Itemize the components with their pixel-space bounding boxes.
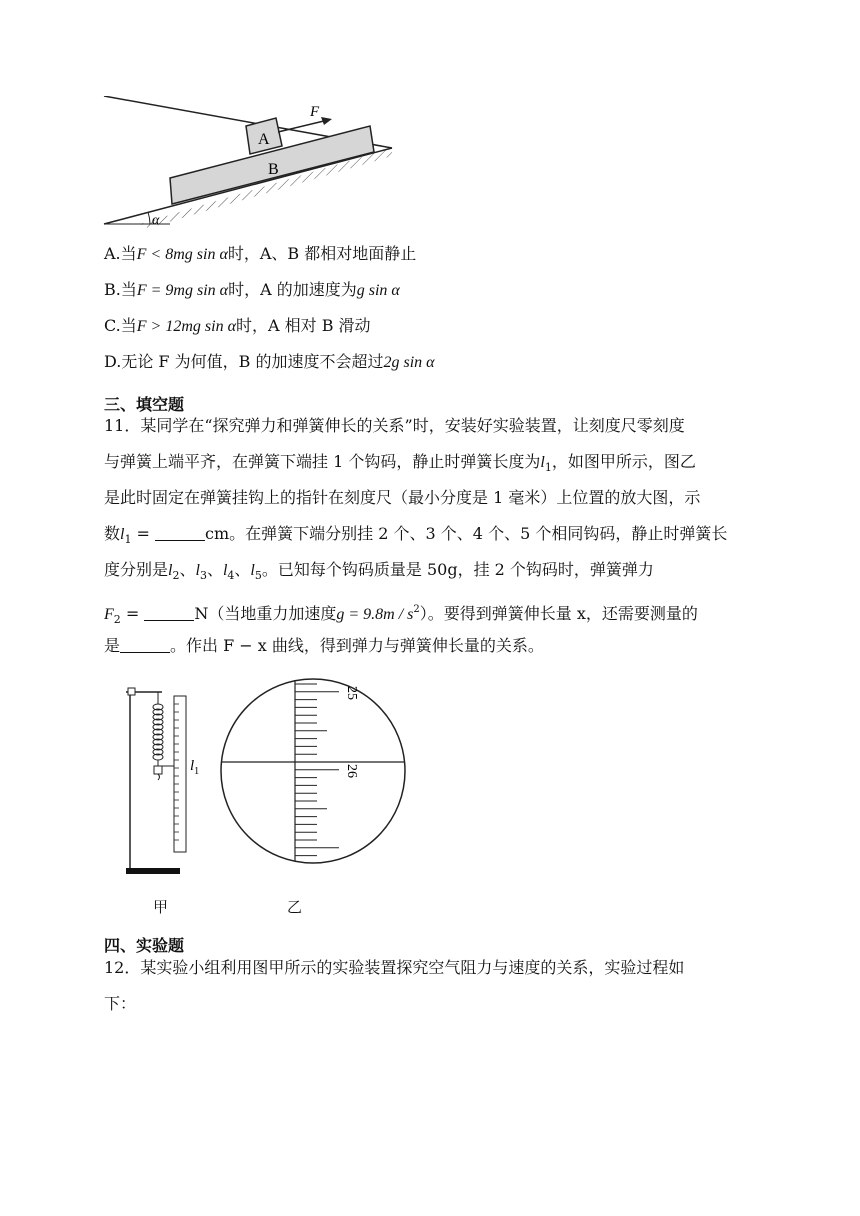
block-a-label: A: [258, 131, 270, 148]
q11-line-1: 11．某同学在“探究弹力和弹簧伸长的关系”时，安装好实验装置，让刻度尺零刻度: [104, 416, 685, 435]
ruler-magnified-figure: [218, 676, 408, 866]
block-b-label: B: [268, 161, 279, 178]
tick-label-25: 25: [344, 686, 359, 700]
q11-line-2: 与弹簧上端平齐，在弹簧下端挂 1 个钩码，静止时弹簧长度为$l_1$，如图甲所示，图乙: [104, 452, 696, 474]
incline-figure: [100, 96, 400, 228]
answer-blank-measure[interactable]: [120, 636, 170, 653]
q11-line-6: $F_2 = N$（当地重力加速度$g = 9.8m / s^2$）。要得到弹簧伸长量 x，还需要测量的: [104, 604, 698, 626]
label-l1: $l_1$: [190, 758, 200, 777]
q11-line-5: 度分别是$l_2$、$l_3$、$l_4$、$l_5$。已知每个钩码质量是 50g，挂 2 个钩码时，弹簧弹力: [104, 560, 654, 582]
ruler: [174, 696, 186, 852]
q11-line-7: 是 。作出 F − x 曲线，得到弹力与弹簧伸长量的关系。: [104, 636, 544, 655]
force-arrow: [278, 120, 328, 132]
spring: [153, 704, 163, 760]
option-a: A.当F < 8mg sin α时，A、B 都相对地面静止: [104, 244, 417, 263]
force-label: F: [310, 104, 320, 120]
option-b: B.当F = 9mg sin α时，A 的加速度为g sin α: [104, 280, 400, 299]
answer-blank-l1[interactable]: [155, 524, 205, 541]
spring-apparatus-figure: [118, 682, 218, 882]
q12-line-2: 下：: [104, 994, 137, 1013]
caption-jia: 甲: [153, 898, 169, 916]
option-d: D.无论 F 为何值，B 的加速度不会超过2g sin α: [104, 352, 435, 371]
alpha-label: α: [152, 213, 160, 228]
q11-line-4: 数$l_1$ = cm。在弹簧下端分别挂 2 个、3 个、4 个、5 个相同钩码，静止时弹簧长: [104, 524, 728, 546]
q12-line-1: 12．某实验小组利用图甲所示的实验装置探究空气阻力与速度的关系，实验过程如: [104, 958, 685, 977]
caption-yi: 乙: [287, 898, 303, 916]
hook-weight: [154, 766, 162, 774]
answer-blank-f2[interactable]: [144, 604, 194, 621]
section-3-heading: 三、填空题: [104, 395, 185, 414]
option-c: C.当F > 12mg sin α时，A 相对 B 滑动: [104, 316, 371, 335]
tick-label-26: 26: [344, 764, 359, 778]
q11-line-3: 是此时固定在弹簧挂钩上的指针在刻度尺（最小分度是 1 毫米）上位置的放大图，示: [104, 488, 701, 507]
apparatus-base: [126, 868, 180, 874]
section-4-heading: 四、实验题: [104, 936, 185, 955]
